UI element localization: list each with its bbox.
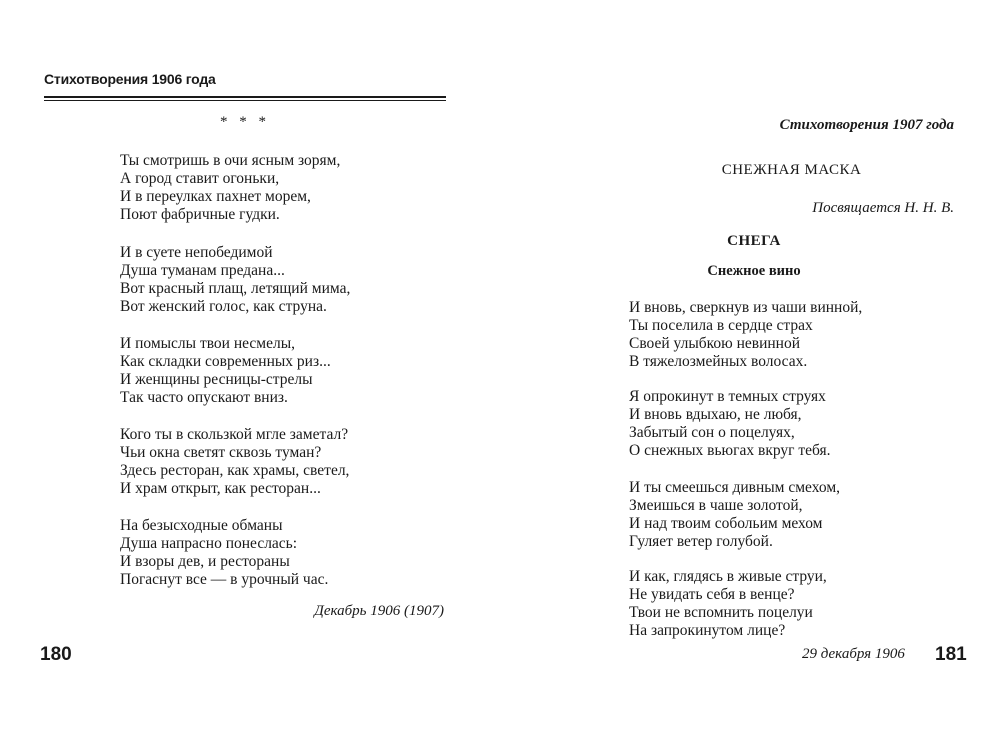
poem-separator: * * * xyxy=(220,114,270,130)
verse-line: Так часто опускают вниз. xyxy=(120,389,288,406)
verse-line: Змеишься в чаше золотой, xyxy=(629,497,803,514)
page-number-left: 180 xyxy=(40,644,72,665)
verse-line: И взоры дев, и рестораны xyxy=(120,553,290,570)
verse-line: Забытый сон о поцелуях, xyxy=(629,424,795,441)
verse-line: И вновь вдыхаю, не любя, xyxy=(629,406,802,423)
verse-line: И храм открыт, как ресторан... xyxy=(120,480,321,497)
section-title: СНЕГА xyxy=(727,233,781,249)
verse-line: Как складки современных риз... xyxy=(120,353,331,370)
stanza xyxy=(120,244,350,316)
verse-line: Твои не вспомнить поцелуи xyxy=(629,604,813,621)
verse-line: На безысходные обманы xyxy=(120,517,283,534)
page-number-right: 181 xyxy=(935,644,967,665)
poem-date: 29 декабря 1906 xyxy=(802,646,905,662)
verse-line: Душа напрасно понеслась: xyxy=(120,535,298,552)
verse-line: О снежных вьюгах вкруг тебя. xyxy=(629,442,831,459)
verse-line: На запрокинутом лице? xyxy=(629,622,786,639)
verse-line: И помыслы твои несмелы, xyxy=(120,335,296,352)
stanza xyxy=(120,152,340,224)
verse-line: Душа туманам предана... xyxy=(120,262,285,279)
verse-line: Гуляет ветер голубой. xyxy=(629,533,773,550)
stanza xyxy=(629,388,831,460)
stanza xyxy=(120,426,349,498)
verse-line: Не увидать себя в венце? xyxy=(629,586,795,603)
verse-line: Поют фабричные гудки. xyxy=(120,206,280,223)
poem-title: Снежное вино xyxy=(707,263,801,279)
stanza xyxy=(629,479,840,551)
header-rule-thin xyxy=(44,100,446,101)
cycle-title: СНЕЖНАЯ МАСКА xyxy=(721,162,862,178)
verse-line: И в переулках пахнет морем, xyxy=(120,188,311,205)
verse-line: И над твоим собольим мехом xyxy=(629,515,823,532)
stanza xyxy=(120,335,331,407)
dedication: Посвящается Н. Н. В. xyxy=(812,200,954,216)
verse-line: Погаснут все — в урочный час. xyxy=(120,571,329,588)
verse-line: Чьи окна светят сквозь туман? xyxy=(120,444,322,461)
verse-line: Вот женский голос, как струна. xyxy=(120,298,327,315)
verse-line: Ты смотришь в очи ясным зорям, xyxy=(120,152,341,169)
header-rule-thick xyxy=(44,96,446,98)
verse-line: Своей улыбкою невинной xyxy=(629,335,801,352)
verse-line: И вновь, сверкнув из чаши винной, xyxy=(629,299,863,316)
poem-date: Декабрь 1906 (1907) xyxy=(314,603,444,619)
verse-line: И как, глядясь в живые струи, xyxy=(629,568,827,585)
stanza xyxy=(629,568,827,640)
running-head-right: Стихотворения 1907 года xyxy=(779,117,954,133)
verse-line: Вот красный плащ, летящий мима, xyxy=(120,280,351,297)
verse-line: Я опрокинут в темных струях xyxy=(629,388,826,405)
verse-line: Кого ты в скользкой мгле заметал? xyxy=(120,426,349,443)
verse-line: А город ставит огоньки, xyxy=(120,170,280,187)
verse-line: И в суете непобедимой xyxy=(120,244,273,261)
stanza xyxy=(120,517,328,589)
stanza xyxy=(629,299,862,371)
verse-line: И ты смеешься дивным смехом, xyxy=(629,479,841,496)
verse-line: И женщины ресницы-стрелы xyxy=(120,371,313,388)
verse-line: Здесь ресторан, как храмы, светел, xyxy=(120,462,350,479)
verse-line: Ты поселила в сердце страх xyxy=(629,317,813,334)
running-head-left: Стихотворения 1906 года xyxy=(44,71,216,87)
verse-line: В тяжелозмейных волосах. xyxy=(629,353,808,370)
right-page xyxy=(500,0,1000,750)
